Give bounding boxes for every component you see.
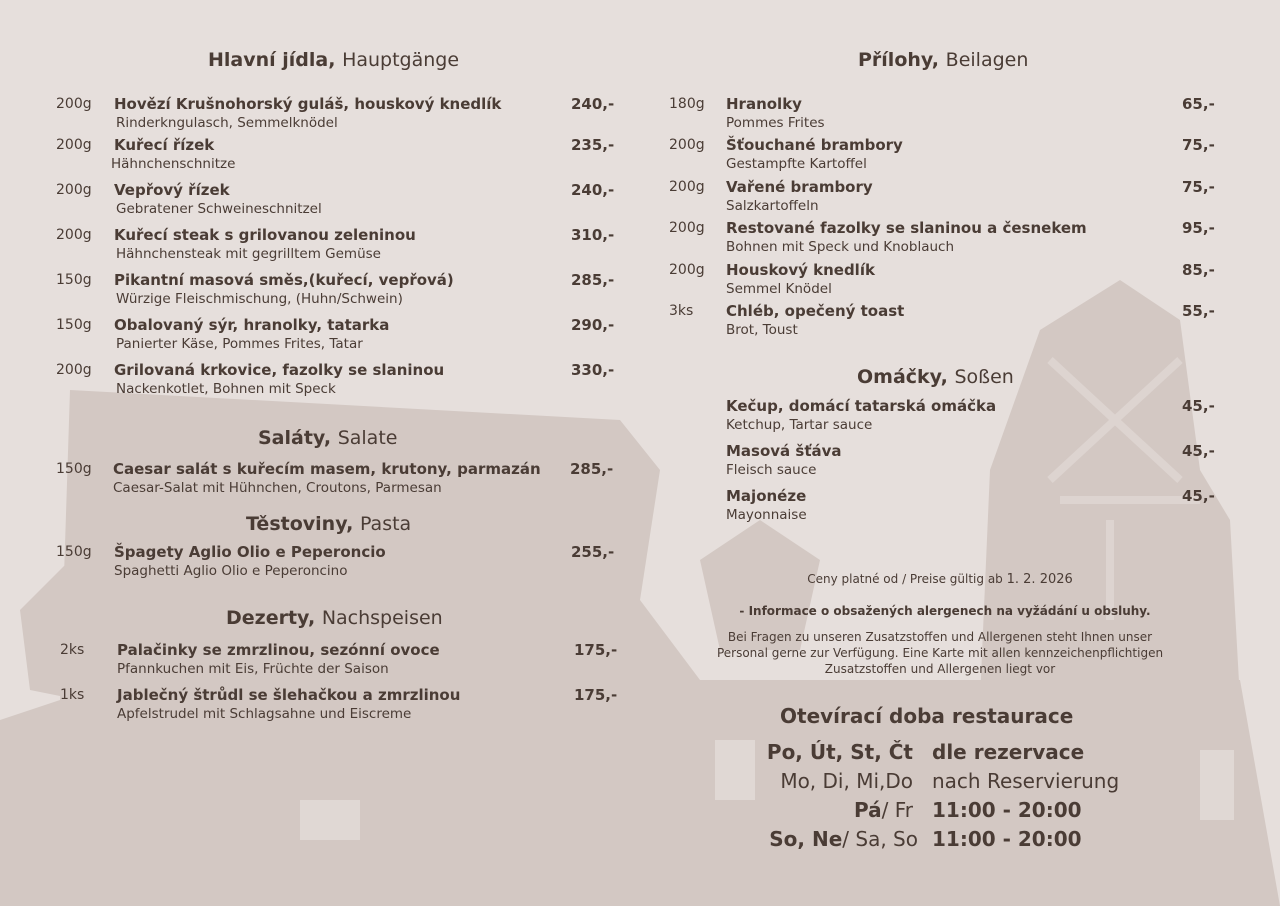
menu-item-price: 290,-: [571, 316, 615, 334]
menu-item-weight: 150g: [56, 544, 92, 560]
menu-item-description: Hähnchensteak mit gegrilltem Gemüse: [116, 246, 381, 262]
menu-item-description: Brot, Toust: [726, 322, 798, 338]
menu-item-name: Caesar salát s kuřecím masem, krutony, parmazán: [113, 460, 541, 478]
menu-item-name: Houskový knedlík: [726, 261, 875, 279]
menu-item-description: Salzkartoffeln: [726, 198, 819, 214]
menu-item-name: Obalovaný sýr, hranolky, tatarka: [114, 316, 390, 334]
sauces-subtitle: Soßen: [954, 366, 1014, 388]
menu-item-weight: 200g: [669, 137, 705, 153]
menu-item-price: 175,-: [574, 641, 618, 659]
hours-row-label: Po, Út, St, Čt: [766, 740, 913, 764]
menu-item-description: Ketchup, Tartar sauce: [726, 417, 873, 433]
menu-item-description: Nackenkotlet, Bohnen mit Speck: [116, 381, 336, 397]
menu-item-price: 75,-: [1182, 136, 1215, 154]
menu-item-price: 285,-: [570, 460, 614, 478]
menu-item-price: 255,-: [571, 543, 615, 561]
menu-item-name: Hranolky: [726, 95, 802, 113]
menu-item-price: 65,-: [1182, 95, 1215, 113]
menu-item-name: Kečup, domácí tatarská omáčka: [726, 397, 997, 415]
menu-item-description: Apfelstrudel mit Schlagsahne und Eiscreme: [117, 706, 412, 722]
allergen-de-line-2: Personal gerne zur Verfügung. Eine Karte mit allen kennzeichenpflichtigen: [716, 646, 1164, 660]
price-validity-note: [700, 571, 1180, 588]
allergen-note-cz: - Informace o obsažených alergenech na vyžádání u obsluhy.: [739, 604, 1151, 618]
menu-item-description: Pfannkuchen mit Eis, Früchte der Saison: [117, 661, 389, 677]
menu-item-name: Restované fazolky se slaninou a česnekem: [726, 219, 1087, 237]
desserts-title: Dezerty,: [226, 607, 316, 629]
menu-item-description: Rinderkngulasch, Semmelknödel: [116, 115, 338, 131]
menu-item-price: 175,-: [574, 686, 618, 704]
hours-row-label: So, Ne/ Sa, So: [769, 827, 918, 851]
menu-item-name: Šťouchané brambory: [726, 136, 903, 154]
menu-item-weight: 200g: [56, 96, 92, 112]
menu-item-name: Chléb, opečený toast: [726, 302, 905, 320]
hours-row-value: nach Reservierung: [932, 769, 1120, 793]
pasta-heading: [246, 513, 411, 535]
menu-item-name: Kuřecí steak s grilovanou zeleninou: [114, 226, 416, 244]
main-dishes-subtitle: Hauptgänge: [342, 49, 460, 71]
menu-item-name: Masová šťáva: [726, 442, 842, 460]
menu-item-weight: 200g: [669, 179, 705, 195]
allergen-de-line-1: Bei Fragen zu unseren Zusatzstoffen und Allergenen steht Ihnen unser: [727, 630, 1153, 644]
hours-row-label: Mo, Di, Mi,Do: [780, 769, 913, 793]
menu-item-price: 95,-: [1182, 219, 1215, 237]
menu-item-name: Jablečný štrůdl se šlehačkou a zmrzlinou: [117, 686, 461, 704]
menu-item-description: Panierter Käse, Pommes Frites, Tatar: [116, 336, 363, 352]
menu-item-price: 85,-: [1182, 261, 1215, 279]
desserts-subtitle: Nachspeisen: [321, 607, 443, 629]
menu-item-price: 75,-: [1182, 178, 1215, 196]
menu-item-name: Vepřový řízek: [114, 181, 230, 199]
menu-item-name: Majonéze: [726, 487, 807, 505]
menu-item-description: Gebratener Schweineschnitzel: [116, 201, 322, 217]
menu-item-weight: 200g: [56, 182, 92, 198]
menu-item-price: 285,-: [571, 271, 615, 289]
menu-item-weight: 180g: [669, 96, 705, 112]
salads-title: Saláty,: [258, 427, 332, 449]
sides-title: Přílohy,: [858, 49, 940, 71]
hours-row-value: 11:00 - 20:00: [932, 798, 1082, 822]
sauces-heading: [857, 366, 1014, 388]
menu-item-name: Špagety Aglio Olio e Peperoncio: [114, 543, 386, 561]
menu-item-price: 310,-: [571, 226, 615, 244]
validity-label: Ceny platné od / Preise gültig ab: [807, 572, 1003, 586]
menu-item-weight: 200g: [56, 227, 92, 243]
menu-item-description: Spaghetti Aglio Olio e Peperoncino: [114, 563, 348, 579]
menu-item-name: Kuřecí řízek: [114, 136, 215, 154]
allergen-note-de: [690, 629, 1190, 677]
menu-item-weight: 200g: [669, 220, 705, 236]
menu-item-description: Caesar-Salat mit Hühnchen, Croutons, Parmesan: [113, 480, 442, 496]
salads-subtitle: Salate: [337, 427, 398, 449]
menu-item-description: Semmel Knödel: [726, 281, 832, 297]
menu-item-description: Würzige Fleischmischung, (Huhn/Schwein): [116, 291, 403, 307]
menu-item-name: Pikantní masová směs,(kuřecí, vepřová): [114, 271, 454, 289]
pasta-title: Těstoviny,: [246, 513, 354, 535]
menu-item-price: 330,-: [571, 361, 615, 379]
main-dishes-title: Hlavní jídla,: [208, 49, 336, 71]
menu-item-description: Pommes Frites: [726, 115, 825, 131]
menu-item-description: Gestampfte Kartoffel: [726, 156, 867, 172]
menu-item-name: Palačinky se zmrzlinou, sezónní ovoce: [117, 641, 440, 659]
sides-subtitle: Beilagen: [945, 49, 1029, 71]
menu-item-description: Bohnen mit Speck und Knoblauch: [726, 239, 955, 255]
validity-date: 1. 2. 2026: [1006, 572, 1073, 587]
menu-item-name: Grilovaná krkovice, fazolky se slaninou: [114, 361, 445, 379]
pasta-subtitle: Pasta: [359, 513, 412, 535]
desserts-heading: [226, 607, 443, 629]
menu-item-weight: 150g: [56, 272, 92, 288]
sauces-title: Omáčky,: [857, 366, 948, 388]
menu-item-weight: 2ks: [60, 642, 85, 658]
menu-item-weight: 200g: [56, 137, 92, 153]
menu-item-price: 45,-: [1182, 442, 1215, 460]
menu-item-price: 235,-: [571, 136, 615, 154]
salads-heading: [258, 427, 397, 449]
menu-item-weight: 1ks: [60, 687, 85, 703]
menu-item-weight: 3ks: [669, 303, 694, 319]
hours-row-label: Pá/ Fr: [854, 798, 913, 822]
menu-item-weight: 150g: [56, 461, 92, 477]
menu-item-price: 55,-: [1182, 302, 1215, 320]
menu-item-name: Hovězí Krušnohorský guláš, houskový knedlík: [114, 95, 502, 113]
menu-item-weight: 200g: [56, 362, 92, 378]
menu-item-name: Vařené brambory: [726, 178, 873, 196]
sides-heading: [858, 49, 1028, 71]
opening-hours-title: Otevírací doba restaurace: [780, 704, 1074, 728]
menu-item-price: 240,-: [571, 95, 615, 113]
hours-row-value: 11:00 - 20:00: [932, 827, 1082, 851]
menu-item-weight: 200g: [669, 262, 705, 278]
menu-item-description: Fleisch sauce: [726, 462, 817, 478]
menu-item-description: Mayonnaise: [726, 507, 807, 523]
main-dishes-heading: [208, 49, 459, 71]
menu-item-price: 45,-: [1182, 487, 1215, 505]
menu-item-weight: 150g: [56, 317, 92, 333]
hours-row-value: dle rezervace: [932, 740, 1085, 764]
menu-item-price: 45,-: [1182, 397, 1215, 415]
menu-item-description: Hähnchenschnitze: [111, 156, 236, 172]
menu-item-price: 240,-: [571, 181, 615, 199]
allergen-de-line-3: Zusatzstoffen und Allergenen liegt vor: [824, 662, 1056, 676]
